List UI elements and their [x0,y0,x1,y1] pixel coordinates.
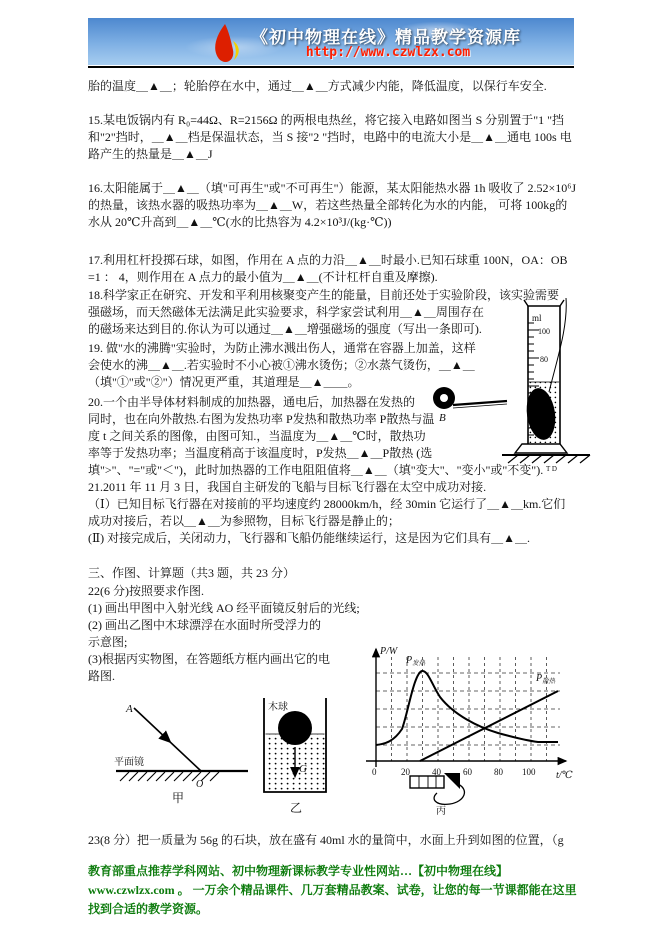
incidence-point-o-label: O [196,779,204,790]
text-line: 15.某电饭锅内有 R₀=44Ω、R=2156Ω 的两根电热丝，将它接入电路如图当 S 分别置于"1 "挡 [88,113,565,127]
text-line: (1) 画出甲图中入射光线 AO 经平面镜反射后的光线; [88,601,360,615]
measuring-cylinder-figure [494,296,596,474]
graph-cooling-power-label: $P_{散热}$ [536,673,556,685]
text-line: 22(6 分)按照要求作图. [88,584,204,598]
svg-text:80: 80 [494,767,503,777]
cylinder-tick-100-label: 100 [538,327,550,336]
figure-yi-caption: 乙 [290,801,303,815]
cylinder-unit-label: ml [532,313,542,323]
text-line: (3)根据丙实物图，在答题纸方框内画出它的电 [88,652,330,666]
text-line: (Ⅱ) 对接完成后，关闭动力，飞行器和飞船仍能继续运行，这是因为它们具有＿▲＿. [88,531,531,545]
svg-text:0: 0 [372,767,377,777]
text-line: 度 t 之间关系的图像，由图可知.，当温度为＿▲＿℃时，散热功 [88,429,426,443]
text-line: 16.太阳能属于＿▲＿（填"可再生"或"不可再生"）能源，某太阳能热水器 1h 吸收了 2.52×10⁶J [88,181,577,195]
question-15 [88,112,588,163]
text-line: 强磁场，而天然磁体无法满足此实验要求，科学家尝试利用＿▲＿周围存在 [88,305,484,319]
plane-mirror-figure [96,694,268,806]
text-line: 18.科学家正在研究、开发和平利用核聚变产生的能量，目前还处于实验阶段，该实验需要 [88,288,560,302]
figure-bing-caption: 丙 [436,806,446,816]
text-line: 的热量，该热水器的吸热功率为＿▲＿W，若这些热量全部转化为水的内能， 可将 100kg的 [88,198,568,212]
text-line: 率等于发热功率；当温度稍高于该温度时，P发热＿▲＿P散热 (选 [88,446,433,460]
floating-ball-figure [250,692,342,816]
text-line: 20.一个由半导体材料制成的加热器，通电后，加热器在发热的 [88,395,416,409]
question-16 [88,180,588,231]
text-line: 路产生的热量是＿▲＿J [88,147,213,161]
text-line: 填">"、"="或"＜")，此时加热器的工作电阻阻值将＿▲＿（填"变大"、"变小"或"不变"). [88,463,544,477]
graph-y-axis-label: P/W [380,646,398,657]
text-line: 成功对接后，若以＿▲＿为参照物，目标飞行器是静止的； [88,514,400,528]
circuit-photo-figure [406,766,478,816]
text-line: 同时，也在向外散热.右图为发热功率 P发热和散热功率 P散热与温 [88,412,435,426]
text-line: (2) 画出乙图中木球漂浮在水面时所受浮力的 [88,618,321,632]
text-line: =1 ： 4，则作用在 A 点力的最小值为＿▲＿(不计杠杆自重及摩擦). [88,270,438,284]
svg-text:60: 60 [463,767,472,777]
svg-text:100: 100 [522,767,536,777]
text-line: 会使水的沸＿▲＿.若实验时不小心被①沸水烫伤；②水蒸气烫伤，＿▲＿ [88,358,475,372]
site-url-link[interactable]: http://www.czwlzx.com [305,45,471,60]
wood-ball-label: 木球 [268,702,288,713]
gravity-label: G [299,763,307,775]
footer-promo-text: 教育部重点推荐学科网站、初中物理新课标教学专业性网站…【初中物理在线】www.czwlzx.com 。 一万余个精品课件、几万套精品教案、试卷，让您的每一节课都能在这里找到合适的教学资源。 [88,864,577,916]
question-23 [88,832,588,849]
graph-x-axis-label: t/℃ [556,770,573,781]
cylinder-tick-80-label: 80 [540,355,548,364]
text-line: 三、作图、计算题（共3 题，共 23 分） [88,566,296,580]
svg-text:20: 20 [401,767,410,777]
question-21 [88,479,588,547]
text-line: 示意图; [88,635,128,649]
cylinder-caption: T D [546,465,557,473]
section-3-heading [88,565,588,582]
text-line: 水从 20℃升高到＿▲＿℃(水的比热容为 4.2×10³J/(kg·℃)) [88,215,392,229]
banner-divider [88,66,574,68]
text-line: （Ⅰ）已知目标飞行器在对接前的平均速度约 28000km/h，经 30min 它运行了＿▲＿km.它们 [88,497,566,511]
text-line: 19. 做"水的沸腾"实验时，为防止沸水溅出伤人，通常在容器上加盖，这样 [88,341,476,355]
site-banner [88,18,574,65]
ray-point-a-label: A [126,703,133,715]
text-line: 路图. [88,669,116,683]
text-line: 和"2"挡时，＿▲＿档是保温状态，当 S 接"2 "挡时，电路中的电流大小是＿▲＿通电 100s 电 [88,130,572,144]
site-title: 《初中物理在线》精品教学资源库 [251,28,521,47]
graph-heating-power-label: $P_{发热}$ [406,655,426,667]
mirror-label: 平面镜 [114,757,144,768]
text-line: 21.2011 年 11 月 3 日，我国自主研发的飞船与目标飞行器在太空中成功对接. [88,480,487,494]
question-14-tail [88,78,588,95]
question-17 [88,252,588,286]
svg-text:40: 40 [432,767,441,777]
text-line: 17.利用杠杆投掷石球，如图，作用在 A 点的力沿＿▲＿时最小.已知石球重 100N，OA：OB [88,253,568,267]
figure-jia-caption: 甲 [172,791,185,805]
text-line: 胎的温度＿▲＿；轮胎停在水中，通过＿▲＿方式减少内能，降低温度，以保行车安全. [88,79,547,93]
lever-point-b-label: B [439,412,446,424]
text-line: （填"①"或"②"）情况更严重，其道理是＿▲＿＿。 [88,375,360,389]
text-line: 的磁场来达到目的.你认为可以通过＿▲＿增强磁场的强度（写出一条即可). [88,322,482,336]
text-line: 23(8 分）把一质量为 56g 的石块，放在盛有 40ml 水的量筒中，水面上升到如图的位置，（g [88,833,564,847]
